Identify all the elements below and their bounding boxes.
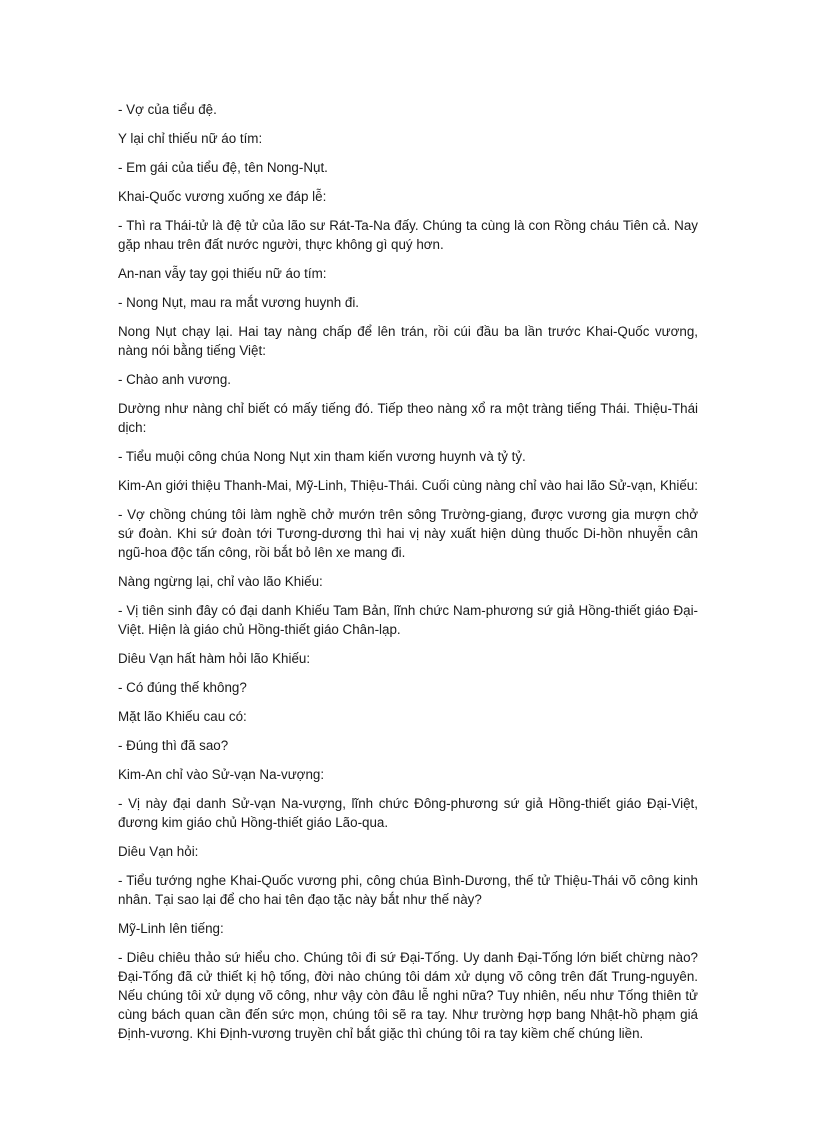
paragraph: Kim-An chỉ vào Sử-vạn Na-vượng: xyxy=(118,767,325,782)
paragraph: - Có đúng thế không? xyxy=(118,680,247,695)
paragraph: - Thì ra Thái-tử là đệ tử của lão sư Rát-Ta-Na đấy. Chúng ta cùng là con Rồng cháu Tiên cả. Nay gặp nhau trên đất nước người, thực không gì quý hơn. xyxy=(118,218,698,252)
paragraph: Khai-Quốc vương xuống xe đáp lễ: xyxy=(118,189,327,204)
paragraph: Mặt lão Khiếu cau có: xyxy=(118,709,247,724)
paragraph: - Tiểu tướng nghe Khai-Quốc vương phi, công chúa Bình-Dương, thế tử Thiệu-Thái võ công kinh nhân. Tại sao lại để cho hai tên đạo tặc này bắt như thế này? xyxy=(118,873,698,907)
paragraph: Nàng ngừng lại, chỉ vào lão Khiếu: xyxy=(118,574,323,589)
paragraph: - Nong Nụt, mau ra mắt vương huynh đi. xyxy=(118,295,360,310)
paragraph: Mỹ-Linh lên tiếng: xyxy=(118,921,224,936)
paragraph: Y lại chỉ thiếu nữ áo tím: xyxy=(118,131,263,146)
paragraph: Dường như nàng chỉ biết có mấy tiếng đó. Tiếp theo nàng xổ ra một tràng tiếng Thái. Thiệu-Thái dịch: xyxy=(118,401,698,435)
paragraph: - Vị này đại danh Sử-vạn Na-vượng, lĩnh chức Đông-phương sứ giả Hồng-thiết giáo Đại-Việt, đương kim giáo chủ Hồng-thiết giáo Lão-qua. xyxy=(118,796,698,830)
paragraph: An-nan vẫy tay gọi thiếu nữ áo tím: xyxy=(118,266,327,281)
paragraph: Kim-An giới thiệu Thanh-Mai, Mỹ-Linh, Thiệu-Thái. Cuối cùng nàng chỉ vào hai lão Sử-vạn, Khiếu: xyxy=(118,478,698,493)
paragraph: Nong Nụt chạy lại. Hai tay nàng chấp để lên trán, rồi cúi đầu ba lần trước Khai-Quốc vương, nàng nói bằng tiếng Việt: xyxy=(118,324,698,358)
paragraph: - Tiểu muội công chúa Nong Nụt xin tham kiến vương huynh và tỷ tỷ. xyxy=(118,449,526,464)
paragraph: - Vợ chồng chúng tôi làm nghề chở mướn trên sông Trường-giang, được vương gia mượn chở sứ đoàn. Khi sứ đoàn tới Tương-dương thì hai vị này xuất hiện dùng thuốc Di-hồn nhuyễn cân ngũ-hoa độc tấn công, rồi bắt bỏ lên xe mang đi. xyxy=(118,507,698,560)
paragraph: - Diêu chiêu thảo sứ hiểu cho. Chúng tôi đi sứ Đại-Tống. Uy danh Đại-Tống lớn biết chừng nào? Đại-Tống đã cử thiết kị hộ tống, đời nào chúng tôi dám xử dụng võ công trên đất Trung-nguyên. Nếu chúng tôi xử dụng võ công, như vậy còn đâu lễ nghi nữa? Tuy nhiên, nếu như Tống thiên tử cùng bách quan cần đến sức mọn, chúng tôi sẽ ra tay. Như trường hợp bang Nhật-hồ phạm giá Định-vương. Khi Định-vương truyền chỉ bắt giặc thì chúng tôi ra tay kiềm chế chúng liền. xyxy=(118,950,698,1041)
document-page xyxy=(118,100,698,1053)
paragraph: - Đúng thì đã sao? xyxy=(118,738,229,753)
paragraph: - Vị tiên sinh đây có đại danh Khiếu Tam Bản, lĩnh chức Nam-phương sứ giả Hồng-thiết giáo Đại-Việt. Hiện là giáo chủ Hồng-thiết giáo Chân-lạp. xyxy=(118,603,698,637)
paragraph: - Vợ của tiểu đệ. xyxy=(118,102,217,117)
paragraph: Diêu Vạn hỏi: xyxy=(118,844,199,859)
paragraph: - Em gái của tiểu đệ, tên Nong-Nụt. xyxy=(118,160,328,175)
paragraph: - Chào anh vương. xyxy=(118,372,232,387)
paragraph: Diêu Vạn hất hàm hỏi lão Khiếu: xyxy=(118,651,311,666)
